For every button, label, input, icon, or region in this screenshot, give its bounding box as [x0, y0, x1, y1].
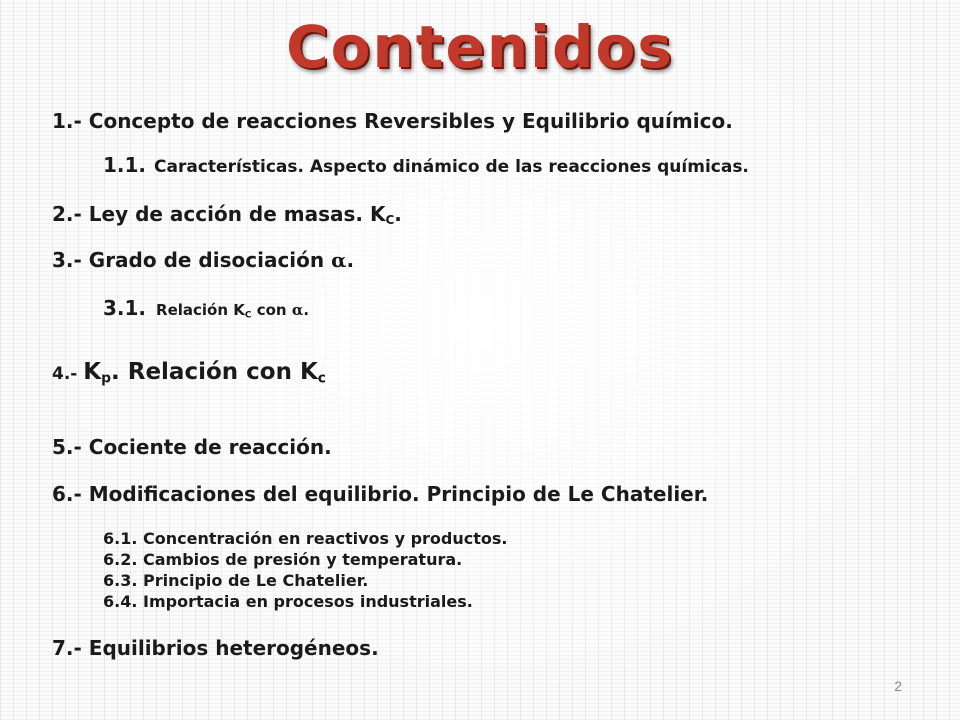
subitem-6-1: 6.1. Concentración en reactivos y productos.	[103, 529, 508, 548]
item-3-1-number: 3.1.	[103, 296, 147, 320]
subitem-6-4: 6.4. Importacia en procesos industriales.	[103, 592, 473, 611]
item-3-1	[103, 296, 309, 320]
subitem-6-2: 6.2. Cambios de presión y temperatura.	[103, 550, 463, 569]
item-4-subscript-p: p	[101, 370, 111, 387]
item-1-1-number: 1.1.	[103, 153, 147, 177]
item-4-number: 4.-	[52, 364, 84, 384]
item-3-1-alpha: α	[291, 301, 304, 319]
item-1	[52, 109, 733, 133]
item-4-text: K	[83, 359, 102, 385]
item-4-mid: . Relación con K	[110, 359, 318, 385]
item-2-subscript: C	[385, 213, 395, 227]
item-3-text: 3.- Grado de disociación	[52, 248, 332, 272]
item-3	[52, 248, 354, 272]
item-5-text: 5.- Cociente de reacción.	[52, 435, 332, 459]
item-3-1-subscript: C	[244, 310, 252, 321]
item-7: 7.- Equilibrios heterogéneos.	[52, 636, 379, 660]
item-1-1	[103, 153, 749, 177]
page-number: 2	[894, 678, 902, 694]
item-6	[52, 482, 708, 506]
item-1-text: 1.- Concepto de reacciones Reversibles y Equilibrio químico.	[52, 109, 733, 133]
item-3-after: .	[346, 248, 355, 272]
item-4	[52, 359, 326, 386]
item-2-after: .	[394, 202, 402, 226]
item-3-1-after: .	[303, 301, 310, 319]
item-4-subscript-c: c	[317, 370, 326, 387]
slide-title: Contenidos	[286, 13, 674, 81]
subitem-6-3: 6.3. Principio de Le Chatelier.	[103, 571, 369, 590]
item-3-1-mid: con	[251, 301, 292, 319]
item-3-1-text: Relación K	[156, 301, 245, 319]
item-5	[52, 435, 332, 459]
item-1-1-text: Características. Aspecto dinámico de las reacciones químicas.	[154, 157, 749, 177]
item-6-text: 6.- Modificaciones del equilibrio. Principio de Le Chatelier.	[52, 482, 709, 506]
item-2	[52, 202, 402, 227]
item-3-alpha: α	[331, 248, 347, 272]
item-2-text: 2.- Ley de acción de masas. K	[52, 202, 386, 226]
